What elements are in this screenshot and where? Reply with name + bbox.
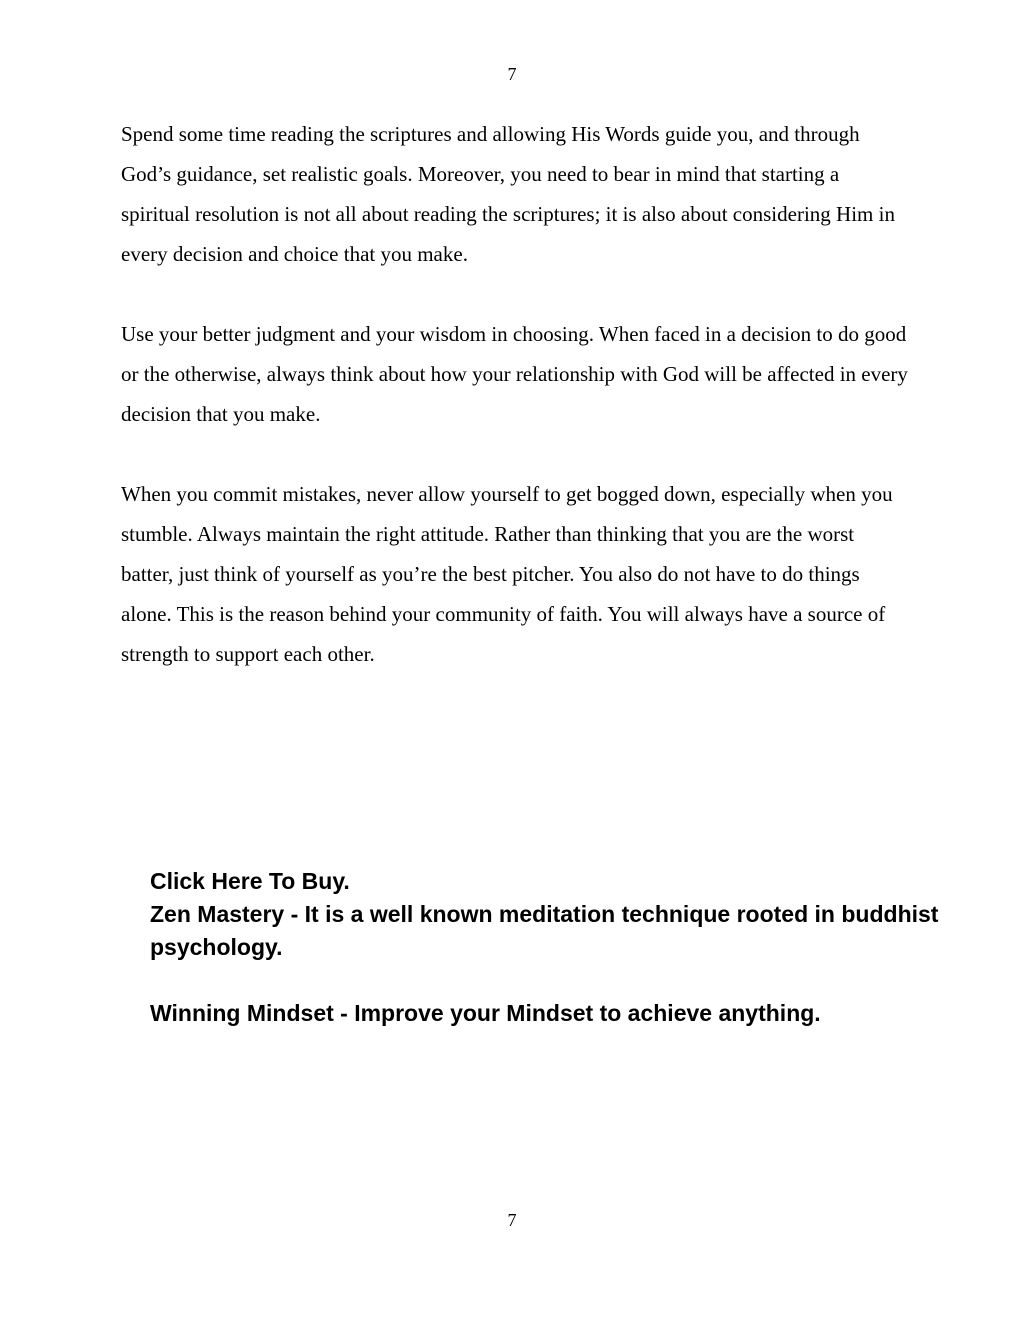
paragraph-2: Use your better judgment and your wisdom in choosing. When faced in a decision to do good or the otherwise, always think about how your relationship with God will be affected in every decision that you make. <box>121 322 908 426</box>
page-number-top: 7 <box>507 64 517 84</box>
zen-mastery-link[interactable]: Zen Mastery - It is a well known meditation technique rooted in buddhist psychology. <box>150 901 939 960</box>
page-number-bottom: 7 <box>507 1210 517 1230</box>
body-text <box>121 114 911 714</box>
click-here-to-buy-link[interactable]: Click Here To Buy. <box>150 868 350 894</box>
spacer <box>150 964 970 997</box>
paragraph-1: Spend some time reading the scriptures and allowing His Words guide you, and through God’s guidance, set realistic goals. Moreover, you need to bear in mind that starting a spiritual resolution is not all about reading the scriptures; it is also about considering Him in every decision and choice that you make. <box>121 122 895 266</box>
promo-links <box>150 865 970 1030</box>
paragraph-3: When you commit mistakes, never allow yourself to get bogged down, especially when you stumble. Always maintain the right attitude. Rather than thinking that you are the worst batter, just think of yourself as you’re the best pitcher. You also do not have to do things alone. This is the reason behind your community of faith. You will always have a source of strength to support each other. <box>121 482 893 666</box>
winning-mindset-link[interactable]: Winning Mindset - Improve your Mindset to achieve anything. <box>150 1000 821 1026</box>
